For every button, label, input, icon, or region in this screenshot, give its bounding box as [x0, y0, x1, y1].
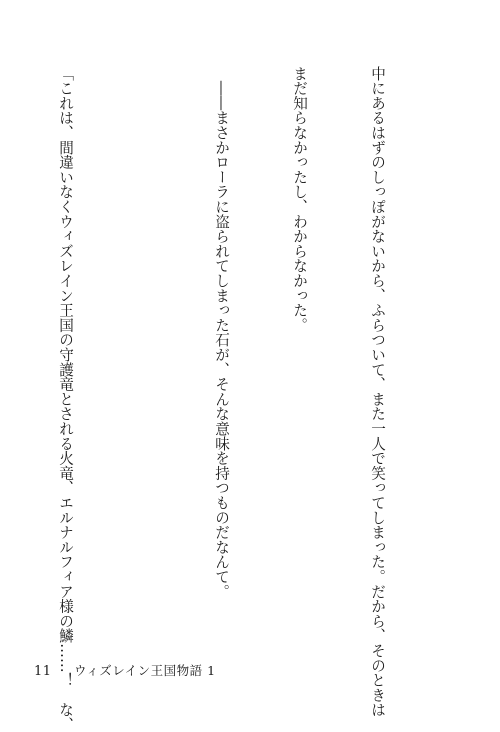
page-footer	[34, 661, 216, 679]
text-line: ――まさかローラに盗られてしまった石が、そんな意味を持つものだなんて。	[213, 66, 230, 599]
page-number: 11	[34, 664, 52, 679]
text-line: 「これは、間違いなくウィズレイン王国の守護竜とされる火竜、エルナルフィア様の鱗……！ な、	[57, 66, 74, 732]
text-line: まだ知らなかったし、わからなかった。	[291, 66, 308, 333]
running-title: ウィズレイン王国物語 1	[74, 663, 216, 678]
text-line: 中にあるはずのしっぽがないから、ふらついて、また一人で笑ってしまった。だから、そのときは	[369, 66, 386, 718]
paragraph-gap	[130, 66, 156, 651]
